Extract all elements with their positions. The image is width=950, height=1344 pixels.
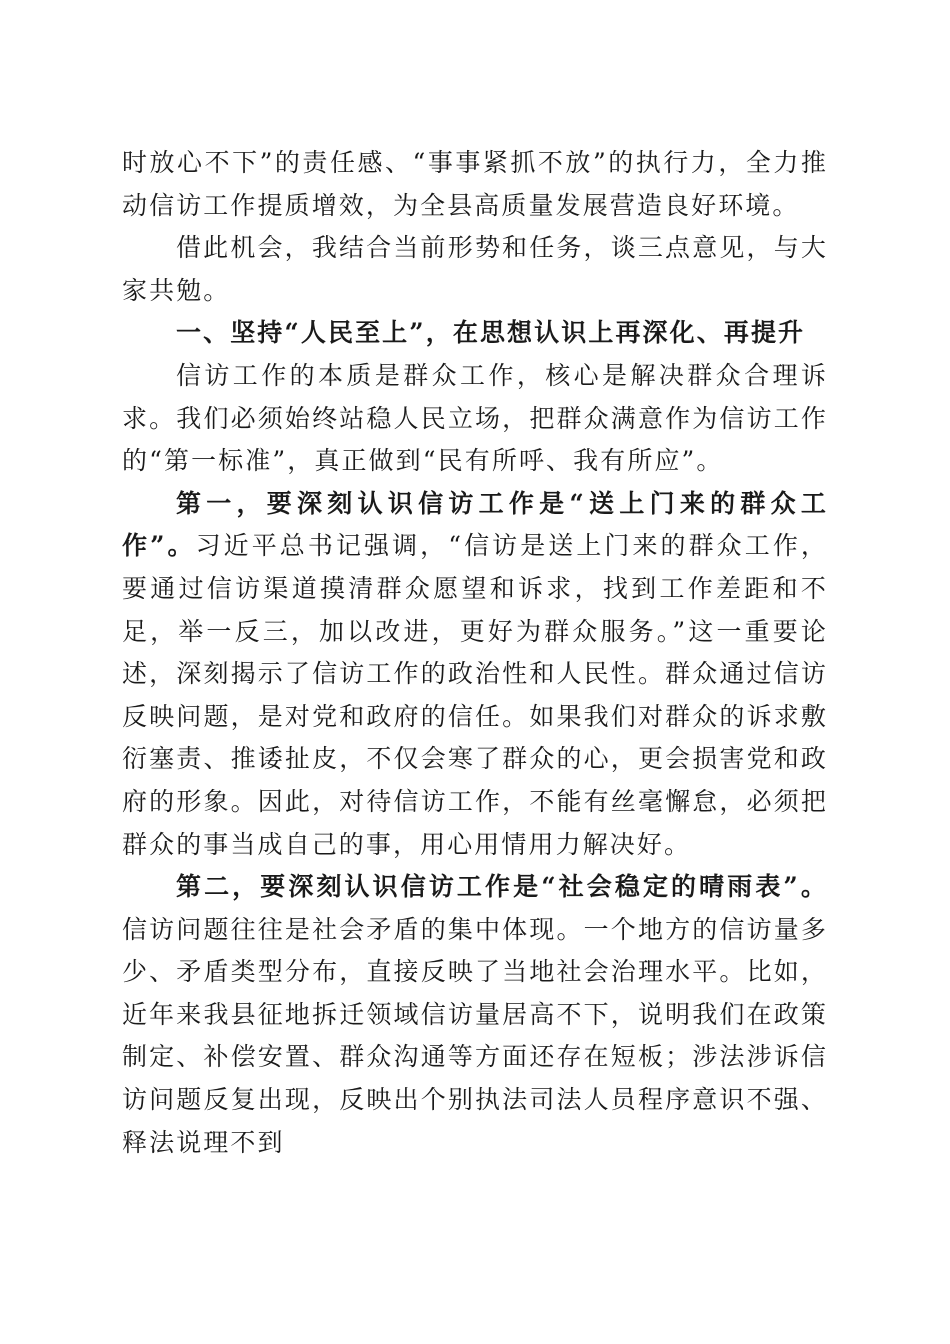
paragraph-point-1 [122, 483, 828, 866]
section-heading-1: 一、坚持“人民至上”，在思想认识上再深化、再提升 [176, 318, 806, 348]
point-2-body: 信访问题往往是社会矛盾的集中体现。一个地方的信访量多少、矛盾类型分布，直接反映了当地社会治理水平。比如，近年来我县征地拆迁领域信访量居高不下，说明我们在政策制定、补偿安置、群众沟通等方面还存在短板；涉法涉诉信访问题反复出现，反映出个别执法司法人员程序意识不强、释法说理不到 [122, 914, 828, 1157]
document-page [122, 142, 828, 1164]
point-1-body: 习近平总书记强调，“信访是送上门来的群众工作，要通过信访渠道摸清群众愿望和诉求，找到工作差距和不足，举一反三，加以改进，更好为群众服务。”这一重要论述，深刻揭示了信访工作的政治性和人民性。群众通过信访反映问题，是对党和政府的信任。如果我们对群众的诉求敷衍塞责、推诿扯皮，不仅会寒了群众的心，更会损害党和政府的形象。因此，对待信访工作，不能有丝毫懈怠，必须把群众的事当成自己的事，用心用情用力解决好。 [122, 531, 828, 859]
paragraph-intro: 借此机会，我结合当前形势和任务，谈三点意见，与大家共勉。 [122, 233, 828, 305]
paragraph-point-2 [122, 866, 828, 1164]
paragraph-continuation: 时放心不下”的责任感、“事事紧抓不放”的执行力，全力推动信访工作提质增效，为全县高质量发展营造良好环境。 [122, 148, 828, 220]
point-1-lead: 第一，要深刻认识信访工作是“送上门来的群众工作”。 [122, 488, 828, 561]
point-2-lead: 第二，要深刻认识信访工作是“社会稳定的晴雨表”。 [176, 872, 828, 902]
paragraph-section-intro: 信访工作的本质是群众工作，核心是解决群众合理诉求。我们必须始终站稳人民立场，把群众满意作为信访工作的“第一标准”，真正做到“民有所呼、我有所应”。 [122, 360, 828, 476]
